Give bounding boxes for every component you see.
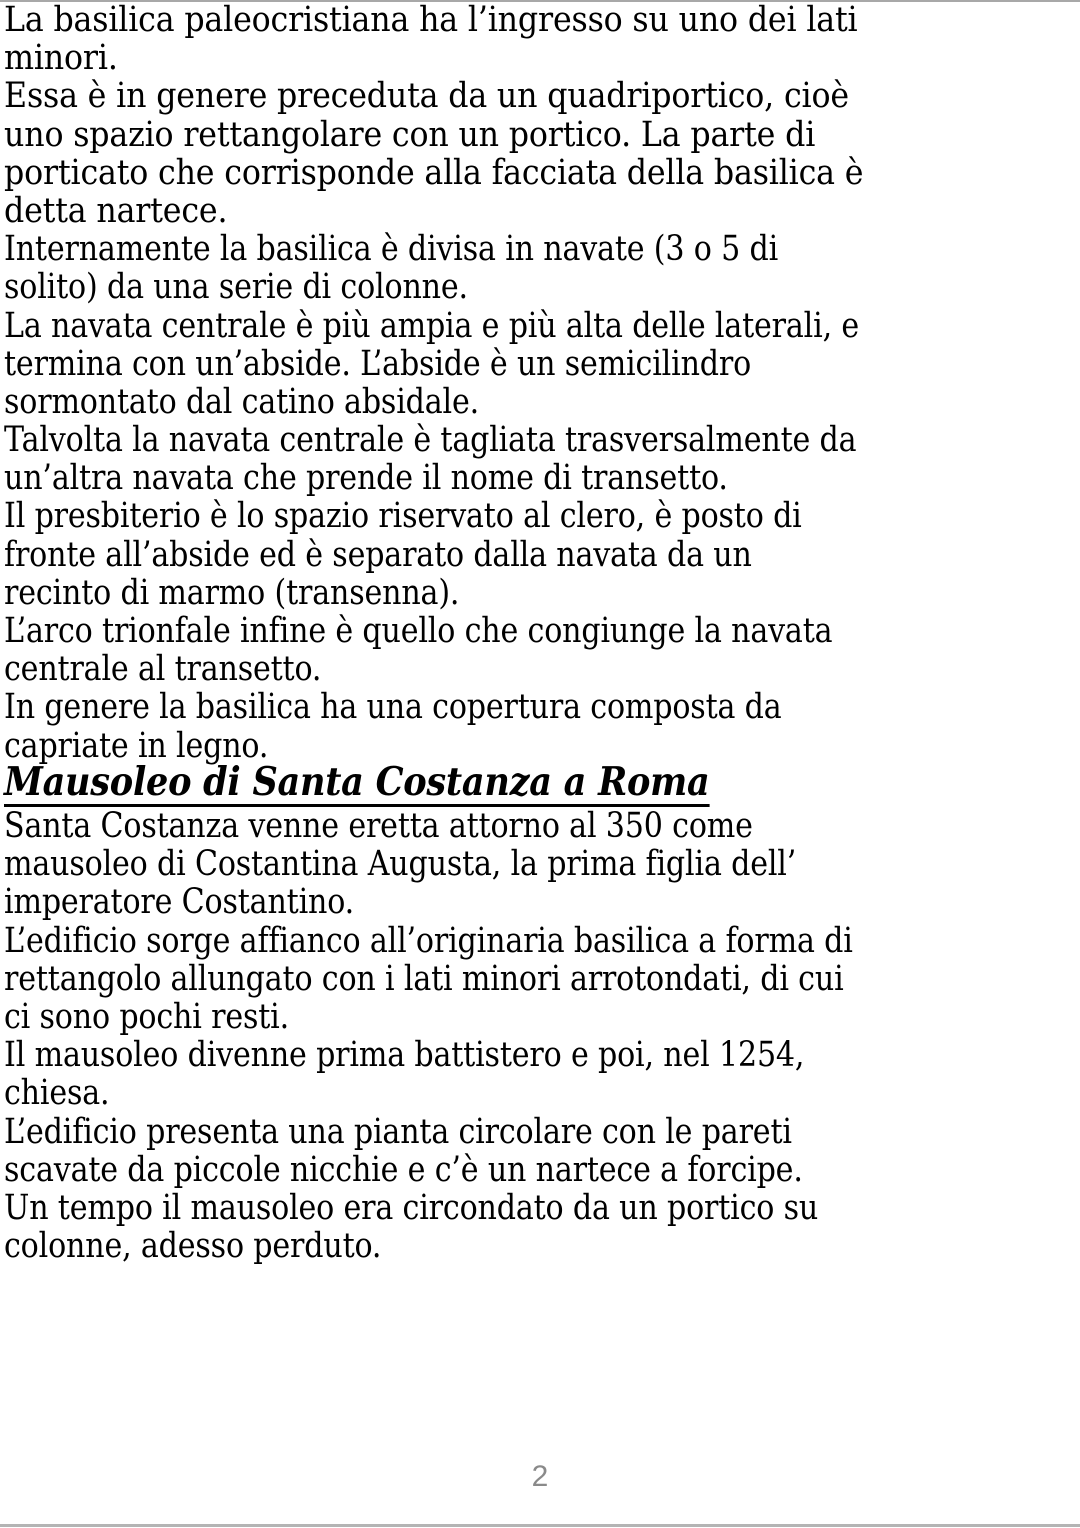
text-line: Un tempo il mausoleo era circondato da un portico su [4, 1187, 819, 1228]
text-line: detta nartece. [4, 190, 228, 231]
text-line: Talvolta la navata centrale è tagliata trasversalmente da [4, 420, 857, 461]
text-line: Il mausoleo divenne prima battistero e poi, nel 1254, [4, 1035, 805, 1076]
paragraph-basilica [4, 1, 998, 765]
page-number: 2 [531, 1460, 549, 1493]
text-line: uno spazio rettangolare con un portico. La parte di [4, 114, 816, 155]
text-line: recinto di marmo (transenna). [4, 572, 460, 613]
text-line: rettangolo allungato con i lati minori arrotondati, di cui [4, 958, 844, 999]
page-bottom-border [0, 1524, 1080, 1527]
text-line: un’altra navata che prende il nome di transetto. [4, 458, 728, 499]
text-line: capriate in legno. [4, 725, 269, 766]
paragraph-santa-costanza [4, 807, 991, 1265]
text-line: colonne, adesso perduto. [4, 1226, 382, 1267]
text-line: La navata centrale è più ampia e più alta delle laterali, e [4, 305, 860, 346]
text-line: Il presbiterio è lo spazio riservato al clero, è posto di [4, 496, 802, 537]
text-line: centrale al transetto. [4, 649, 322, 690]
text-line: porticato che corrisponde alla facciata della basilica è [4, 152, 864, 193]
text-line: chiesa. [4, 1073, 110, 1114]
text-line: ci sono pochi resti. [4, 996, 290, 1037]
text-line: In genere la basilica ha una copertura composta da [4, 687, 782, 728]
section-heading: Mausoleo di Santa Costanza a Roma [4, 759, 710, 805]
text-line: L’arco trionfale infine è quello che congiunge la navata [4, 611, 833, 651]
text-line: termina con un’abside. L’abside è un semicilindro [4, 343, 752, 384]
text-line: La basilica paleocristiana ha l’ingresso su uno dei lati [4, 0, 858, 40]
text-line: L’edificio presenta una pianta circolare con le pareti [4, 1111, 792, 1152]
text-line: scavate da piccole nicchie e c’è un nartece a forcipe. [4, 1149, 803, 1190]
text-line: imperatore Costantino. [4, 882, 355, 923]
text-line: minori. [4, 38, 118, 79]
text-line: fronte all’abside ed è separato dalla navata da un [4, 534, 752, 575]
text-line: Essa è in genere preceduta da un quadriportico, cioè [4, 76, 849, 117]
text-line: L’edificio sorge affianco all’originaria basilica a forma di [4, 920, 853, 961]
text-line: Santa Costanza venne eretta attorno al 350 come [4, 806, 753, 846]
text-line: mausoleo di Costantina Augusta, la prima figlia dell’ [4, 844, 797, 885]
text-line: solito) da una serie di colonne. [4, 267, 468, 308]
text-line: sormontato dal catino absidale. [4, 381, 480, 422]
text-line: Internamente la basilica è divisa in navate (3 o 5 di [4, 229, 779, 270]
